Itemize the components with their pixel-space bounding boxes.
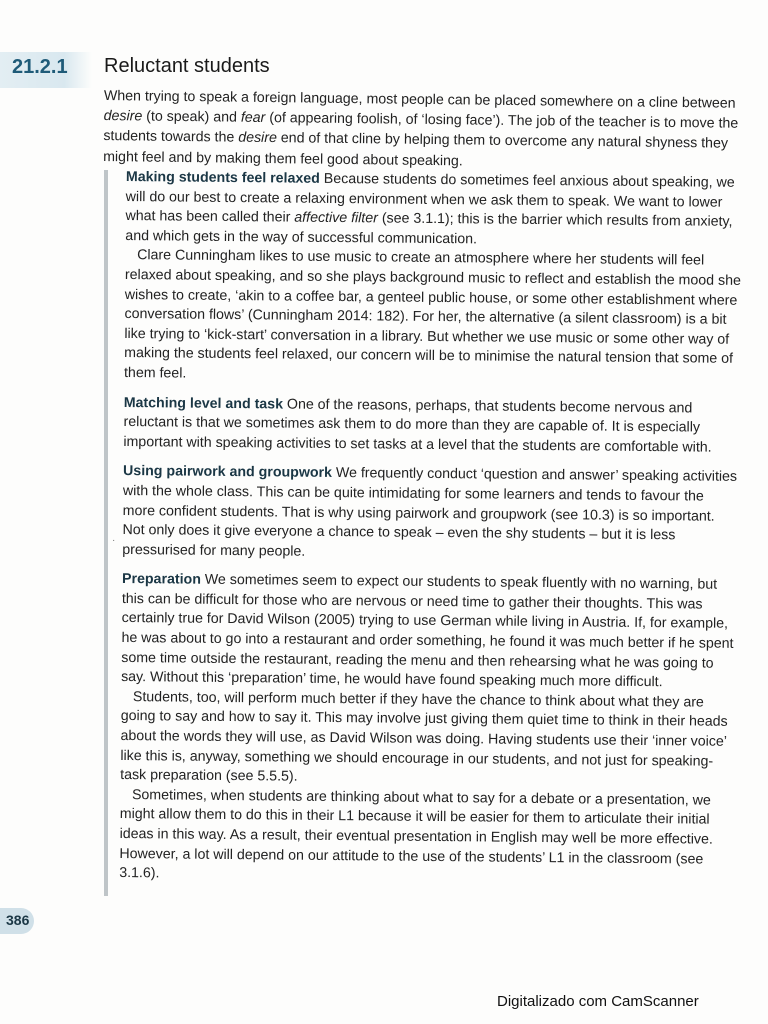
relaxed-emphasis: affective filter [294, 209, 378, 227]
relaxed-text: (see 3.1.1); this is the barrier which results from anxiety, and which gets in the way of successful communication. [125, 210, 733, 248]
section-number-tab [0, 52, 92, 88]
page-number-tab [0, 908, 34, 934]
preparation-paragraph-2: Students, too, will perform much better if they have the chance to think about what they are going to say and how to say it. This may involve just giving them quiet time to think in their heads about the words they will use, as David Wilson was doing. Having students use their ‘inner voice’ like this is, anyway, something we should encourage in our students, and not just for speaking-task preparation (see 5.5.5). [120, 688, 728, 785]
preparation-text: We sometimes seem to expect our students to speak fluently with no warning, but this can be difficult for those who are nervous or need time to gather their thoughts. This was certainly true for David Wilson (2005) trying to use German while living in Austria. If, for example, he was about to go into a restaurant and order something, he found it was much better if he spent some time outside the restaurant, reading the menu and then rehearsing what he was going to say. Without this ‘preparation’ time, he would have found speaking much more difficult. [121, 572, 734, 691]
preparation-heading: Preparation [121, 571, 201, 589]
stray-mark: · [112, 535, 116, 546]
intro-text: end of that cline by helping them to overcome any natural shyness they might feel and by making them feel good about speaking. [103, 130, 729, 169]
intro-text: When trying to speak a foreign language, most people can be placed somewhere on a cline between [103, 87, 736, 112]
intro-paragraph [103, 86, 744, 175]
pairwork-heading: Using pairwork and groupwork [123, 463, 333, 482]
section-title: Reluctant students [104, 55, 270, 77]
pairwork-text: We frequently conduct ‘question and answer’ speaking activities with the whole class. This can be quite intimidating for some learners and tends to favour the more confident students. That is why using pairwork and groupwork (see 10.3) is so important. Not only does it give everyone a chance to speak – even the shy students – but it is less pressurised for many people. [122, 465, 738, 560]
relaxed-text: Because students do sometimes feel anxious about speaking, we will do our best to create a relaxing environment when we ask them to speak. We want to lower what has been called their [125, 170, 735, 226]
section-number: 21.2.1 [12, 56, 68, 78]
preparation-paragraph-3: Sometimes, when students are thinking about what to say for a debate or a presentation, we might allow them to do this in their L1 because it will be easier for them to articulate their initial ideas in this way. As a result, their eventual presentation in English may well be more effective. However, a lot will depend on our attitude to the use of the students’ L1 in the classroom (see 3.1.6). [119, 786, 713, 882]
intro-emphasis: fear [240, 109, 266, 127]
preparation-paragraph [121, 570, 738, 693]
intro-emphasis: desire [103, 108, 143, 125]
page-number: 386 [6, 912, 30, 928]
boxed-content [119, 168, 742, 890]
pairwork-paragraph [122, 462, 739, 566]
intro-emphasis: desire [238, 130, 277, 147]
matching-heading: Matching level and task [123, 394, 284, 413]
matching-paragraph [123, 394, 740, 459]
box-rule [104, 170, 108, 896]
relaxed-paragraph [125, 168, 742, 252]
intro-text: (of appearing foolish, of ‘losing face’). The job of the teacher is to move the students towards the [103, 110, 739, 147]
intro-text: (to speak) and [142, 108, 241, 126]
relaxed-heading: Making students feel relaxed [125, 168, 320, 187]
relaxed-paragraph-2: Clare Cunningham likes to use music to create an atmosphere where her students will feel relaxed about speaking, and so she plays background music to reflect and establish the mood she wishes to create, ‘akin to a coffee bar, a genteel public house, or some other establishment where conversation flows’ (Cunningham 2014: 182). For her, the alternative (a silent classroom) is a bit like trying to ‘kick-start’ conversation in a library. But whether we use music or some other way of making the students feel relaxed, our concern will be to minimise the natural tension that some of them feel. [123, 247, 741, 382]
matching-text: One of the reasons, perhaps, that students become nervous and reluctant is that we sometimes ask them to do more than they are capable of. It is especially important with speaking activities to set tasks at a level that the students are comfortable with. [123, 396, 712, 456]
scanner-watermark: Digitalizado com CamScanner [497, 993, 699, 1010]
